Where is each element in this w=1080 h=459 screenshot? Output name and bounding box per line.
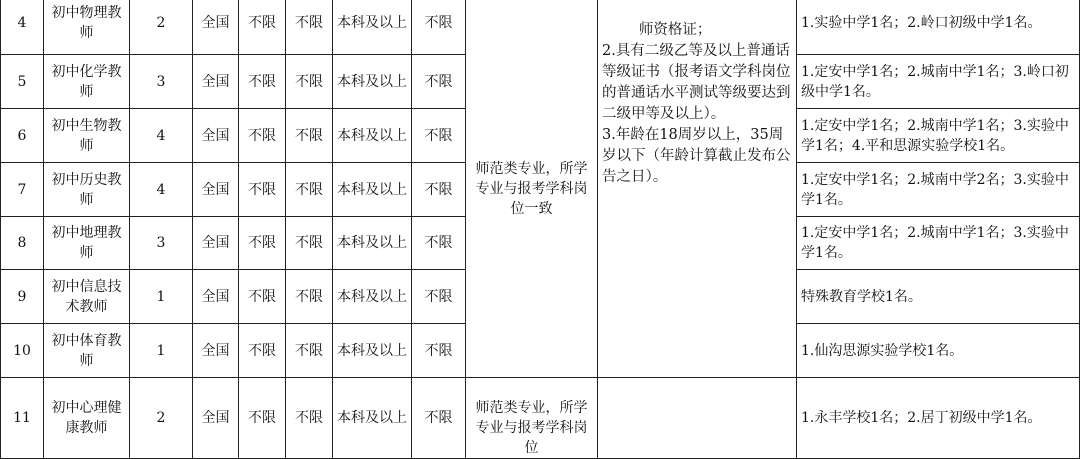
education: 本科及以上 <box>333 324 412 378</box>
school-allocation: 1.定安中学1名；2.城南中学1名；3.岭口初级中学1名。 <box>797 55 1080 109</box>
limit-cell: 不限 <box>286 163 333 217</box>
hire-count: 1 <box>130 270 193 324</box>
major-text: 师范类专业，所学专业与报考学科岗位 <box>475 400 588 456</box>
school-allocation: 1.实验中学1名；2.岭口初级中学1名。 <box>797 0 1080 55</box>
hire-count: 4 <box>130 109 193 163</box>
major-text: 师范类专业，所学专业与报考学科岗位一致 <box>475 161 588 217</box>
table-row <box>1 378 1080 459</box>
job-title: 初中信息技术教师 <box>44 270 130 324</box>
row-number: 8 <box>1 217 44 270</box>
other-requirements-empty <box>598 378 797 459</box>
hire-count: 1 <box>130 324 193 378</box>
education: 本科及以上 <box>333 270 412 324</box>
school-allocation: 1.定安中学1名；2.城南中学1名；3.实验中学1名。 <box>797 217 1080 270</box>
limit-cell: 不限 <box>286 324 333 378</box>
school-allocation: 1.定安中学1名；2.城南中学1名；3.实验中学1名；4.平和思源实验学校1名。 <box>797 109 1080 163</box>
other-requirements <box>598 0 797 378</box>
limit-cell: 不限 <box>286 378 333 459</box>
recruit-scope: 全国 <box>193 109 239 163</box>
hire-count: 2 <box>130 378 193 459</box>
recruit-scope: 全国 <box>193 324 239 378</box>
limit-cell: 不限 <box>239 109 286 163</box>
recruit-scope: 全国 <box>193 270 239 324</box>
limit-cell: 不限 <box>286 270 333 324</box>
recruit-scope: 全国 <box>193 163 239 217</box>
limit-cell: 不限 <box>286 55 333 109</box>
job-title: 初中物理教师 <box>44 0 130 55</box>
limit-cell: 不限 <box>239 324 286 378</box>
school-allocation: 1.定安中学1名；2.城南中学2名；3.实验中学1名。 <box>797 163 1080 217</box>
job-title: 初中生物教师 <box>44 109 130 163</box>
job-title: 初中地理教师 <box>44 217 130 270</box>
row-number: 5 <box>1 55 44 109</box>
limit-cell: 不限 <box>412 217 466 270</box>
limit-cell: 不限 <box>239 0 286 55</box>
limit-cell: 不限 <box>239 163 286 217</box>
job-title: 初中体育教师 <box>44 324 130 378</box>
table-row <box>1 0 1080 55</box>
limit-cell: 不限 <box>239 217 286 270</box>
hire-count: 4 <box>130 163 193 217</box>
limit-cell: 不限 <box>239 378 286 459</box>
recruit-scope: 全国 <box>193 378 239 459</box>
education: 本科及以上 <box>333 378 412 459</box>
recruit-scope: 全国 <box>193 0 239 55</box>
row-number: 7 <box>1 163 44 217</box>
education: 本科及以上 <box>333 217 412 270</box>
limit-cell: 不限 <box>412 163 466 217</box>
limit-cell: 不限 <box>286 0 333 55</box>
education: 本科及以上 <box>333 0 412 55</box>
limit-cell: 不限 <box>286 217 333 270</box>
hire-count: 2 <box>130 0 193 55</box>
education: 本科及以上 <box>333 55 412 109</box>
school-allocation: 1.永丰学校1名；2.居丁初级中学1名。 <box>797 378 1080 459</box>
major-requirement <box>466 378 598 459</box>
recruit-scope: 全国 <box>193 217 239 270</box>
limit-cell: 不限 <box>239 55 286 109</box>
job-title: 初中化学教师 <box>44 55 130 109</box>
education: 本科及以上 <box>333 109 412 163</box>
limit-cell: 不限 <box>412 109 466 163</box>
education: 本科及以上 <box>333 163 412 217</box>
row-number: 4 <box>1 0 44 55</box>
row-number: 10 <box>1 324 44 378</box>
limit-cell: 不限 <box>412 378 466 459</box>
limit-cell: 不限 <box>412 270 466 324</box>
hire-count: 3 <box>130 55 193 109</box>
hire-count: 3 <box>130 217 193 270</box>
row-number: 9 <box>1 270 44 324</box>
requirements-text: 师资格证； 2.具有二级乙等及以上普通话等级证书（报考语文学科岗位的普通话水平测试等级要达到二级甲等及以上）。 3.年龄在18周岁以上，35周岁以下（年龄计算截止发布公告之日）。 <box>602 22 791 185</box>
limit-cell: 不限 <box>412 324 466 378</box>
school-allocation: 特殊教育学校1名。 <box>797 270 1080 324</box>
row-number: 6 <box>1 109 44 163</box>
major-requirement <box>466 0 598 378</box>
school-allocation: 1.仙沟思源实验学校1名。 <box>797 324 1080 378</box>
row-number: 11 <box>1 378 44 459</box>
limit-cell: 不限 <box>412 55 466 109</box>
limit-cell: 不限 <box>412 0 466 55</box>
recruit-scope: 全国 <box>193 55 239 109</box>
job-title: 初中心理健康教师 <box>44 378 130 459</box>
job-title: 初中历史教师 <box>44 163 130 217</box>
limit-cell: 不限 <box>239 270 286 324</box>
limit-cell: 不限 <box>286 109 333 163</box>
